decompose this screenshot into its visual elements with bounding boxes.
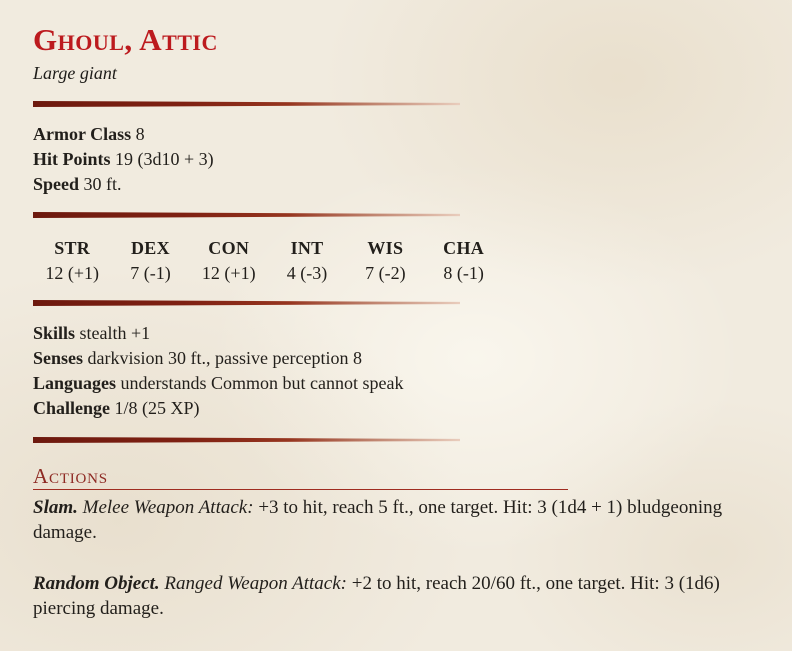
actions-section-heading: Actions (33, 465, 568, 490)
ability-con (190, 236, 268, 286)
challenge-value: 1/8 (25 XP) (114, 398, 200, 418)
ability-dex (111, 236, 189, 286)
senses-label: Senses (33, 348, 84, 368)
challenge-line (33, 396, 759, 421)
ability-str (33, 236, 111, 286)
ability-int-header: INT (290, 238, 324, 258)
ability-cha (424, 236, 502, 286)
languages-value: understands Common but cannot speak (120, 373, 404, 393)
ability-str-header: STR (54, 238, 91, 258)
action-slam-attack-type: Melee Weapon Attack: (82, 497, 254, 518)
ability-cha-score: 8 (-1) (443, 263, 484, 283)
armor-class-label: Armor Class (33, 124, 132, 144)
ability-dex-header: DEX (130, 238, 170, 258)
ability-cha-header: CHA (443, 238, 485, 258)
action-slam (33, 495, 739, 545)
skills-value: stealth +1 (79, 323, 151, 343)
ability-int-score: 4 (-3) (286, 263, 328, 283)
core-attributes (33, 122, 759, 197)
speed-line (33, 172, 759, 197)
armor-class-line (33, 122, 759, 147)
languages-line (33, 371, 759, 396)
ability-dex-score: 7 (-1) (130, 263, 171, 283)
creature-type: Large giant (33, 63, 117, 83)
ability-scores-table (33, 236, 503, 286)
action-random-object-text: +2 to hit, reach 20/60 ft., one target. Hit: 3 (1d6) piercing damage. (33, 573, 720, 619)
action-random-object (33, 571, 739, 621)
challenge-label: Challenge (33, 398, 111, 418)
ability-wis (346, 236, 424, 286)
tapered-rule (33, 212, 460, 218)
hit-points-line (33, 147, 759, 172)
action-slam-name: Slam. (33, 497, 78, 518)
armor-class-value: 8 (135, 124, 145, 144)
ability-wis-score: 7 (-2) (365, 263, 406, 283)
tapered-rule (33, 101, 460, 107)
traits-section (33, 321, 759, 421)
hit-points-label: Hit Points (33, 149, 111, 169)
languages-label: Languages (33, 373, 117, 393)
speed-value: 30 ft. (83, 174, 122, 194)
senses-value: darkvision 30 ft., passive perception 8 (87, 348, 362, 368)
page-title: Ghoul, Attic (33, 22, 218, 57)
tapered-rule (33, 300, 460, 306)
speed-label: Speed (33, 174, 80, 194)
senses-line (33, 346, 759, 371)
action-random-object-name: Random Object. (33, 573, 160, 594)
action-slam-text: +3 to hit, reach 5 ft., one target. Hit: 3 (1d4 + 1) bludgeoning damage. (33, 497, 723, 543)
ability-con-header: CON (208, 238, 250, 258)
skills-label: Skills (33, 323, 76, 343)
skills-line (33, 321, 759, 346)
ability-wis-header: WIS (367, 238, 404, 258)
ability-con-score: 12 (+1) (201, 263, 256, 283)
ability-int (268, 236, 346, 286)
hit-points-value: 19 (3d10 + 3) (115, 149, 214, 169)
action-random-object-attack-type: Ranged Weapon Attack: (164, 573, 347, 594)
tapered-rule (33, 437, 460, 443)
ability-str-score: 12 (+1) (45, 263, 99, 283)
